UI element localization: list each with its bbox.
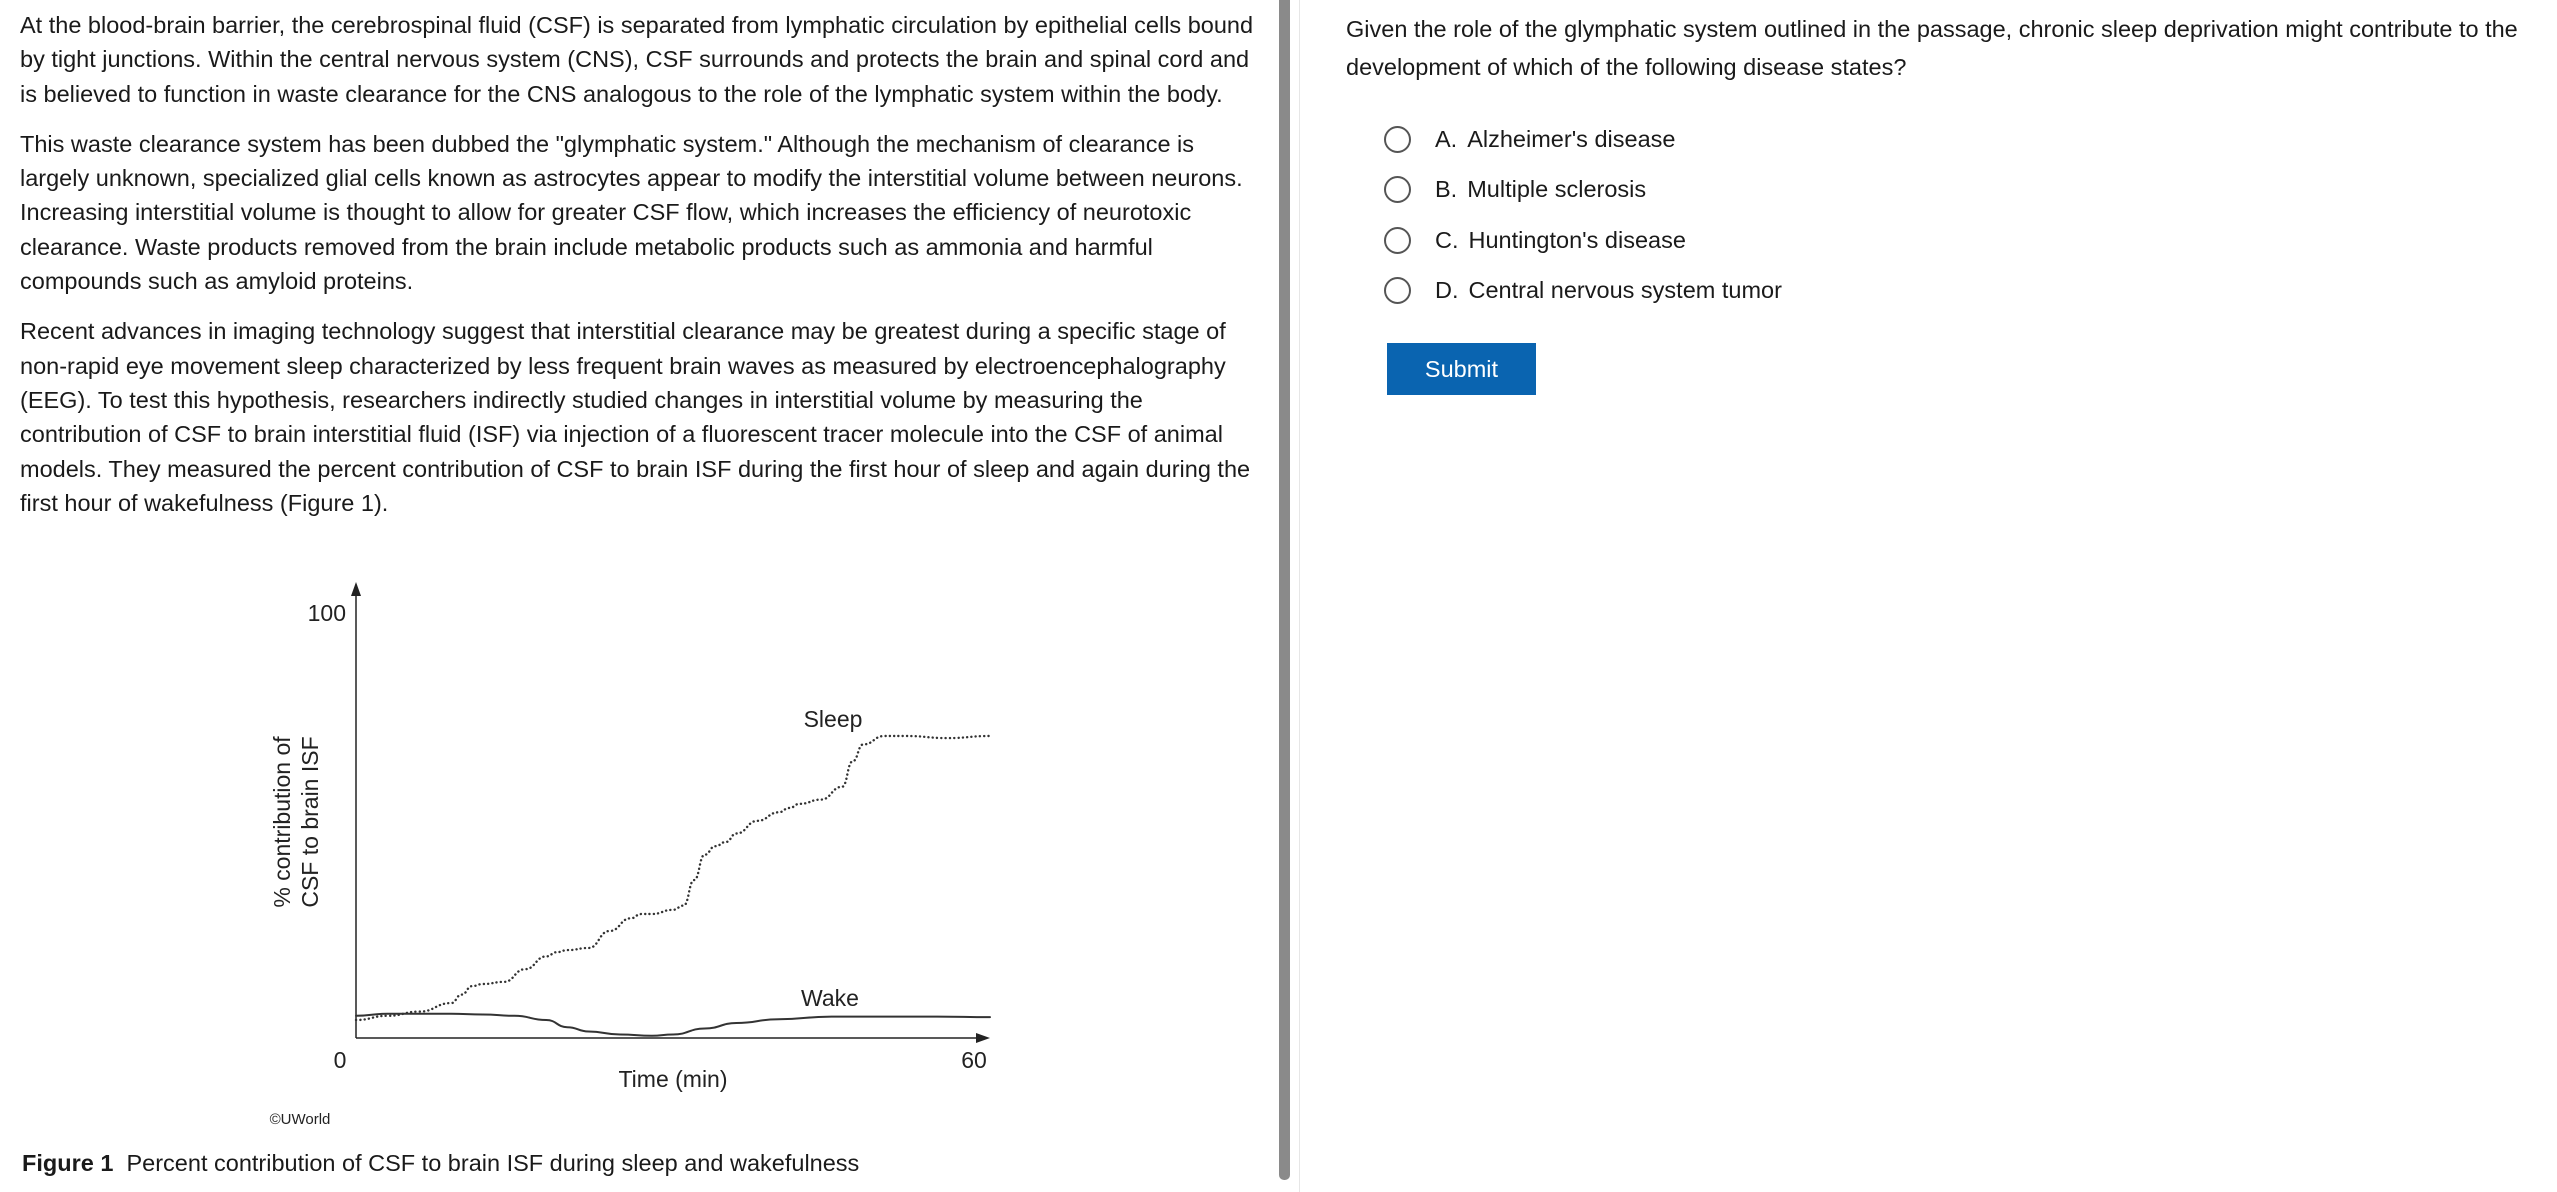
answer-option-d[interactable] xyxy=(1384,266,1782,317)
figure-caption-text: Percent contribution of CSF to brain ISF during sleep and wakefulness xyxy=(126,1150,860,1176)
copyright-mark: ©UWorld xyxy=(269,1111,331,1128)
x-axis-arrow xyxy=(976,1033,990,1043)
x-tick-label-0: 0 xyxy=(333,1047,347,1073)
pane-resize-handle[interactable] xyxy=(1279,0,1290,1180)
answer-letter-a: A. xyxy=(1435,125,1458,152)
answer-option-c[interactable] xyxy=(1384,215,1782,266)
question-pane xyxy=(1346,0,2546,1192)
figure-caption xyxy=(22,1148,859,1178)
y-axis-label-line-1: % contribution of xyxy=(269,736,295,908)
y-tick-label-100: 100 xyxy=(307,600,346,626)
passage-paragraph-2: This waste clearance system has been dubbed the "glymphatic system." Although the mechanism of clearance is largely unknown, specialized glial cells known as astrocytes appear to modify the interstitial volume between neurons. Increasing interstitial volume is thought to allow for greater CSF flow, which increases the efficiency of neurotoxic clearance. Waste products removed from the brain include metabolic products such as ammonia and harmful compounds such as amyloid proteins. xyxy=(20,130,1243,295)
answer-choices xyxy=(1384,114,1782,316)
passage-paragraph-3: Recent advances in imaging technology suggest that interstitial clearance may be greatest during a specific stage of non-rapid eye movement sleep characterized by less frequent brain waves as measured by electroencephalography (EEG). To test this hypothesis, researchers indirectly studied changes in interstitial volume by measuring the contribution of CSF to brain interstitial fluid (ISF) via injection of a fluorescent tracer molecule into the CSF of animal models. They measured the percent contribution of CSF to brain ISF during the first hour of sleep and again during the first hour of wakefulness (Figure 1). xyxy=(20,318,1251,516)
series-label-sleep: Sleep xyxy=(803,706,863,732)
x-tick-label-60: 60 xyxy=(961,1047,987,1073)
series-line-wake xyxy=(356,1014,990,1036)
line-chart xyxy=(250,578,1010,1138)
radio-d[interactable] xyxy=(1384,277,1411,304)
y-axis-label-line-2: CSF to brain ISF xyxy=(297,736,323,908)
x-axis-label: Time (min) xyxy=(618,1066,728,1092)
answer-option-b[interactable] xyxy=(1384,165,1782,216)
radio-c[interactable] xyxy=(1384,227,1411,254)
answer-option-a[interactable] xyxy=(1384,114,1782,165)
answer-letter-c: C. xyxy=(1435,226,1459,253)
figure-label: Figure 1 xyxy=(22,1150,114,1176)
question-stem: Given the role of the glymphatic system outlined in the passage, chronic sleep deprivation might contribute to the development of which of the following disease states? xyxy=(1346,16,2518,80)
series-line-sleep xyxy=(356,736,990,1020)
answer-letter-b: B. xyxy=(1435,176,1458,203)
series-label-wake: Wake xyxy=(801,985,859,1011)
answer-letter-d: D. xyxy=(1435,277,1459,304)
answer-text-d: Central nervous system tumor xyxy=(1468,277,1782,304)
passage-pane xyxy=(0,0,1270,1192)
answer-text-c: Huntington's disease xyxy=(1468,226,1686,253)
pane-divider xyxy=(1299,0,1300,1192)
y-axis-label xyxy=(269,736,323,908)
radio-a[interactable] xyxy=(1384,126,1411,153)
answer-text-b: Multiple sclerosis xyxy=(1467,176,1647,203)
passage xyxy=(20,8,1260,536)
answer-text-a: Alzheimer's disease xyxy=(1467,125,1676,152)
radio-b[interactable] xyxy=(1384,176,1411,203)
passage-paragraph-1: At the blood-brain barrier, the cerebrospinal fluid (CSF) is separated from lymphatic circulation by epithelial cells bound by tight junctions. Within the central nervous system (CNS), CSF surrounds and protects the brain and spinal cord and is believed to function in waste clearance for the CNS analogous to the role of the lymphatic system within the body. xyxy=(20,12,1254,107)
y-axis-arrow xyxy=(351,582,361,596)
figure-1 xyxy=(250,578,1010,1138)
submit-button[interactable]: Submit xyxy=(1387,343,1536,395)
